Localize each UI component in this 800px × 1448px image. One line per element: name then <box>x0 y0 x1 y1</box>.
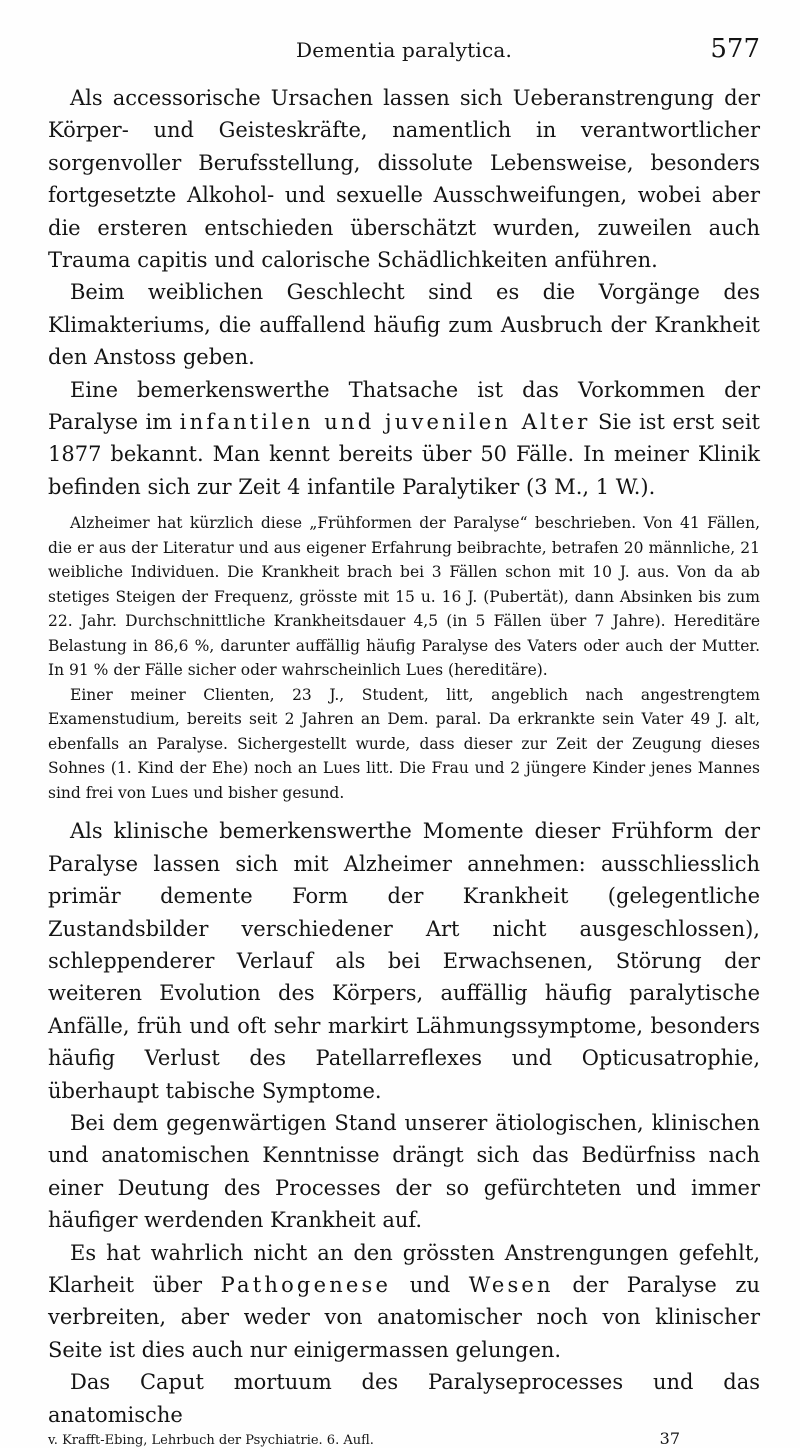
spaced-emphasis: Wesen <box>468 1272 554 1297</box>
small-print-notes <box>48 511 760 805</box>
paragraph-caput-mortuum: Das Caput mortuum des Paralyseprocesses und das anatomische <box>48 1370 760 1427</box>
paragraph-current-knowledge: Bei dem gegenwärtigen Stand unserer ätiologischen, klinischen und anatomischen Kenntnisse drängt sich das Bedürfniss nach einer Deutung des Processes der so gefürchteten und immer häufiger werdenden Krankheit auf. <box>48 1110 760 1233</box>
paragraph-accessory-causes: Als accessorische Ursachen lassen sich Ueberanstrengung der Körper- und Geisteskräfte, namentlich in verantwortlicher sorgenvoller Berufsstellung, dissolute Lebensweise, besonders fortgesetzte Alkohol- und sexuelle Ausschweifungen, wobei aber die ersteren entschieden überschätzt wurden, zuweilen auch Trauma capitis und calorische Schädlichkeiten anführen. <box>48 86 760 273</box>
spaced-emphasis: Pathogenese <box>220 1272 392 1297</box>
paragraph-infantile-paralysis: Eine bemerkenswerthe Thatsache ist das Vorkommen der Paralyse im infantilen und juvenilen Alter Sie ist erst seit 1877 bekannt. Man kennt bereits über 50 Fälle. In meiner Klinik befinden sich zur Zeit 4 infantile Paralytiker (3 M., 1 W.). <box>48 377 760 499</box>
page-header <box>48 34 760 82</box>
paragraph-climacteric: Beim weiblichen Geschlecht sind es die Vorgänge des Klimakteriums, die auffallend häufig zum Ausbruch der Krankheit den Anstoss geben. <box>48 280 760 370</box>
main-text-continued <box>48 815 760 1431</box>
paragraph-pathogenesis: Es hat wahrlich nicht an den grössten Anstrengungen gefehlt, Klarheit über Pathogenese und Wesen der Paralyse zu verbreiten, aber weder von anatomischer noch von klinischer Seite ist dies auch nur einigermassen gelungen. <box>48 1240 760 1362</box>
signature-mark: 37 <box>659 1429 680 1448</box>
page-footer <box>48 1429 760 1448</box>
running-title: Dementia paralytica. <box>295 38 513 62</box>
spaced-emphasis: infantilen und juvenilen Alter <box>179 410 591 435</box>
note-alzheimer: Alzheimer hat kürzlich diese „Frühformen der Paralyse“ beschrieben. Von 41 Fällen, die er aus der Literatur und aus eigener Erfahrung beibrachte, betrafen 20 männliche, 21 weibliche Individuen. Die Krankheit brach bei 3 Fällen schon mit 10 J. aus. Von da ab stetiges Steigen der Frequenz, grösste mit 15 u. 16 J. (Pubertät), dann Absinken bis zum 22. Jahr. Durchschnittliche Krankheitsdauer 4,5 (in 5 Fällen über 7 Jahre). Hereditäre Belastung in 86,6 %, darunter auffällig häufig Paralyse des Vaters oder auch der Mutter. In 91 % der Fälle sicher oder wahrscheinlich Lues (hereditäre). <box>48 514 760 680</box>
footer-source: v. Krafft-Ebing, Lehrbuch der Psychiatrie. 6. Aufl. <box>48 1433 374 1448</box>
paragraph-clinical-moments: Als klinische bemerkenswerthe Momente dieser Frühform der Paralyse lassen sich mit Alzheimer annehmen: ausschliesslich primär demente Form der Krankheit (gelegentliche Zustandsbilder verschiedener Art nicht ausgeschlossen), schleppenderer Verlauf als bei Erwachsenen, Störung der weiteren Evolution des Körpers, auffällig häufig paralytische Anfälle, früh und oft sehr markirt Lähmungssymptome, besonders häufig Verlust des Patellarreflexes und Opticusatrophie, überhaupt tabische Symptome. <box>48 819 760 1103</box>
note-case-report: Einer meiner Clienten, 23 J., Student, litt, angeblich nach angestrengtem Examenstudium, bereits seit 2 Jahren an Dem. paral. Da erkrankte sein Vater 49 J. alt, ebenfalls an Paralyse. Sichergestellt wurde, dass dieser zur Zeit der Zeugung dieses Sohnes (1. Kind der Ehe) noch an Lues litt. Die Frau und 2 jüngere Kinder jenes Mannes sind frei von Lues und bisher gesund. <box>48 685 760 802</box>
main-text <box>48 82 760 503</box>
page-number: 577 <box>710 34 760 64</box>
